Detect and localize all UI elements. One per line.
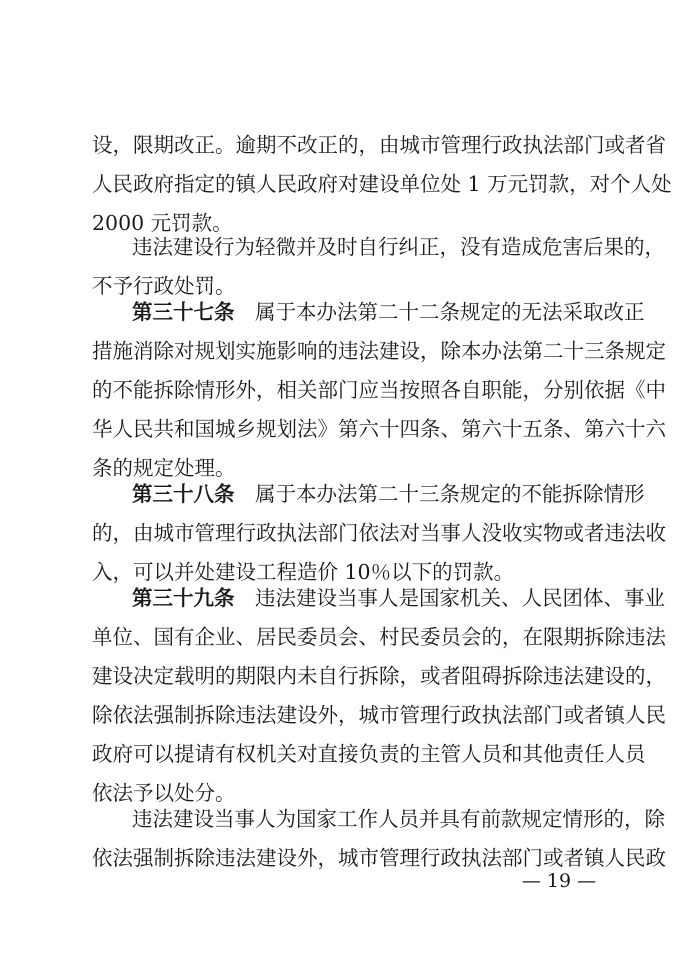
paragraph-line: 的不能拆除情形外，相关部门应当按照各自职能，分别依据《中 — [92, 378, 666, 402]
paragraph-line: 除依法强制拆除违法建设外，城市管理行政执法部门或者镇人民 — [92, 703, 666, 727]
article-37-number: 第三十七条 — [132, 300, 235, 324]
paragraph-line: 依法强制拆除违法建设外，城市管理行政执法部门或者镇人民政 — [92, 846, 666, 870]
paragraph-line: 违法建设行为轻微并及时自行纠正，没有造成危害后果的， — [132, 235, 665, 259]
article-38-text: 属于本办法第二十三条规定的不能拆除情形 — [255, 482, 645, 506]
paragraph-line: 依法予以处分。 — [92, 781, 236, 805]
paragraph-line: 措施消除对规划实施影响的违法建设，除本办法第二十三条规定 — [92, 339, 666, 363]
article-37-text: 属于本办法第二十二条规定的无法采取改正 — [255, 300, 645, 324]
paragraph-line: 入，可以并处建设工程造价 10％以下的罚款。 — [92, 560, 515, 584]
paragraph-line: 建设决定载明的期限内未自行拆除，或者阻碍拆除违法建设的， — [92, 664, 666, 688]
article-38-first-line — [132, 475, 645, 513]
paragraph-line: 政府可以提请有权机关对直接负责的主管人员和其他责任人员 — [92, 742, 646, 766]
paragraph-line: 条的规定处理。 — [92, 456, 236, 480]
article-37-first-line — [132, 293, 645, 331]
paragraph-line: 2000 元罚款。 — [92, 211, 233, 235]
paragraph-line: 单位、国有企业、居民委员会、村民委员会的，在限期拆除违法 — [92, 625, 666, 649]
article-38-number: 第三十八条 — [132, 482, 235, 506]
paragraph-line: 不予行政处罚。 — [92, 274, 236, 298]
paragraph-line: 的，由城市管理行政执法部门依法对当事人没收实物或者违法收 — [92, 521, 666, 545]
paragraph-line: 设，限期改正。逾期不改正的，由城市管理行政执法部门或者省 — [92, 133, 666, 157]
article-39-first-line — [132, 579, 665, 617]
paragraph-line: 人民政府指定的镇人民政府对建设单位处 1 万元罚款，对个人处 — [92, 172, 672, 196]
article-39-text: 违法建设当事人是国家机关、人民团体、事业 — [255, 586, 665, 610]
paragraph-line: 违法建设当事人为国家工作人员并具有前款规定情形的，除 — [132, 807, 665, 831]
page-number: — 19 — — [521, 870, 597, 892]
article-39-number: 第三十九条 — [132, 586, 235, 610]
paragraph-line: 华人民共和国城乡规划法》第六十四条、第六十五条、第六十六 — [92, 417, 666, 441]
